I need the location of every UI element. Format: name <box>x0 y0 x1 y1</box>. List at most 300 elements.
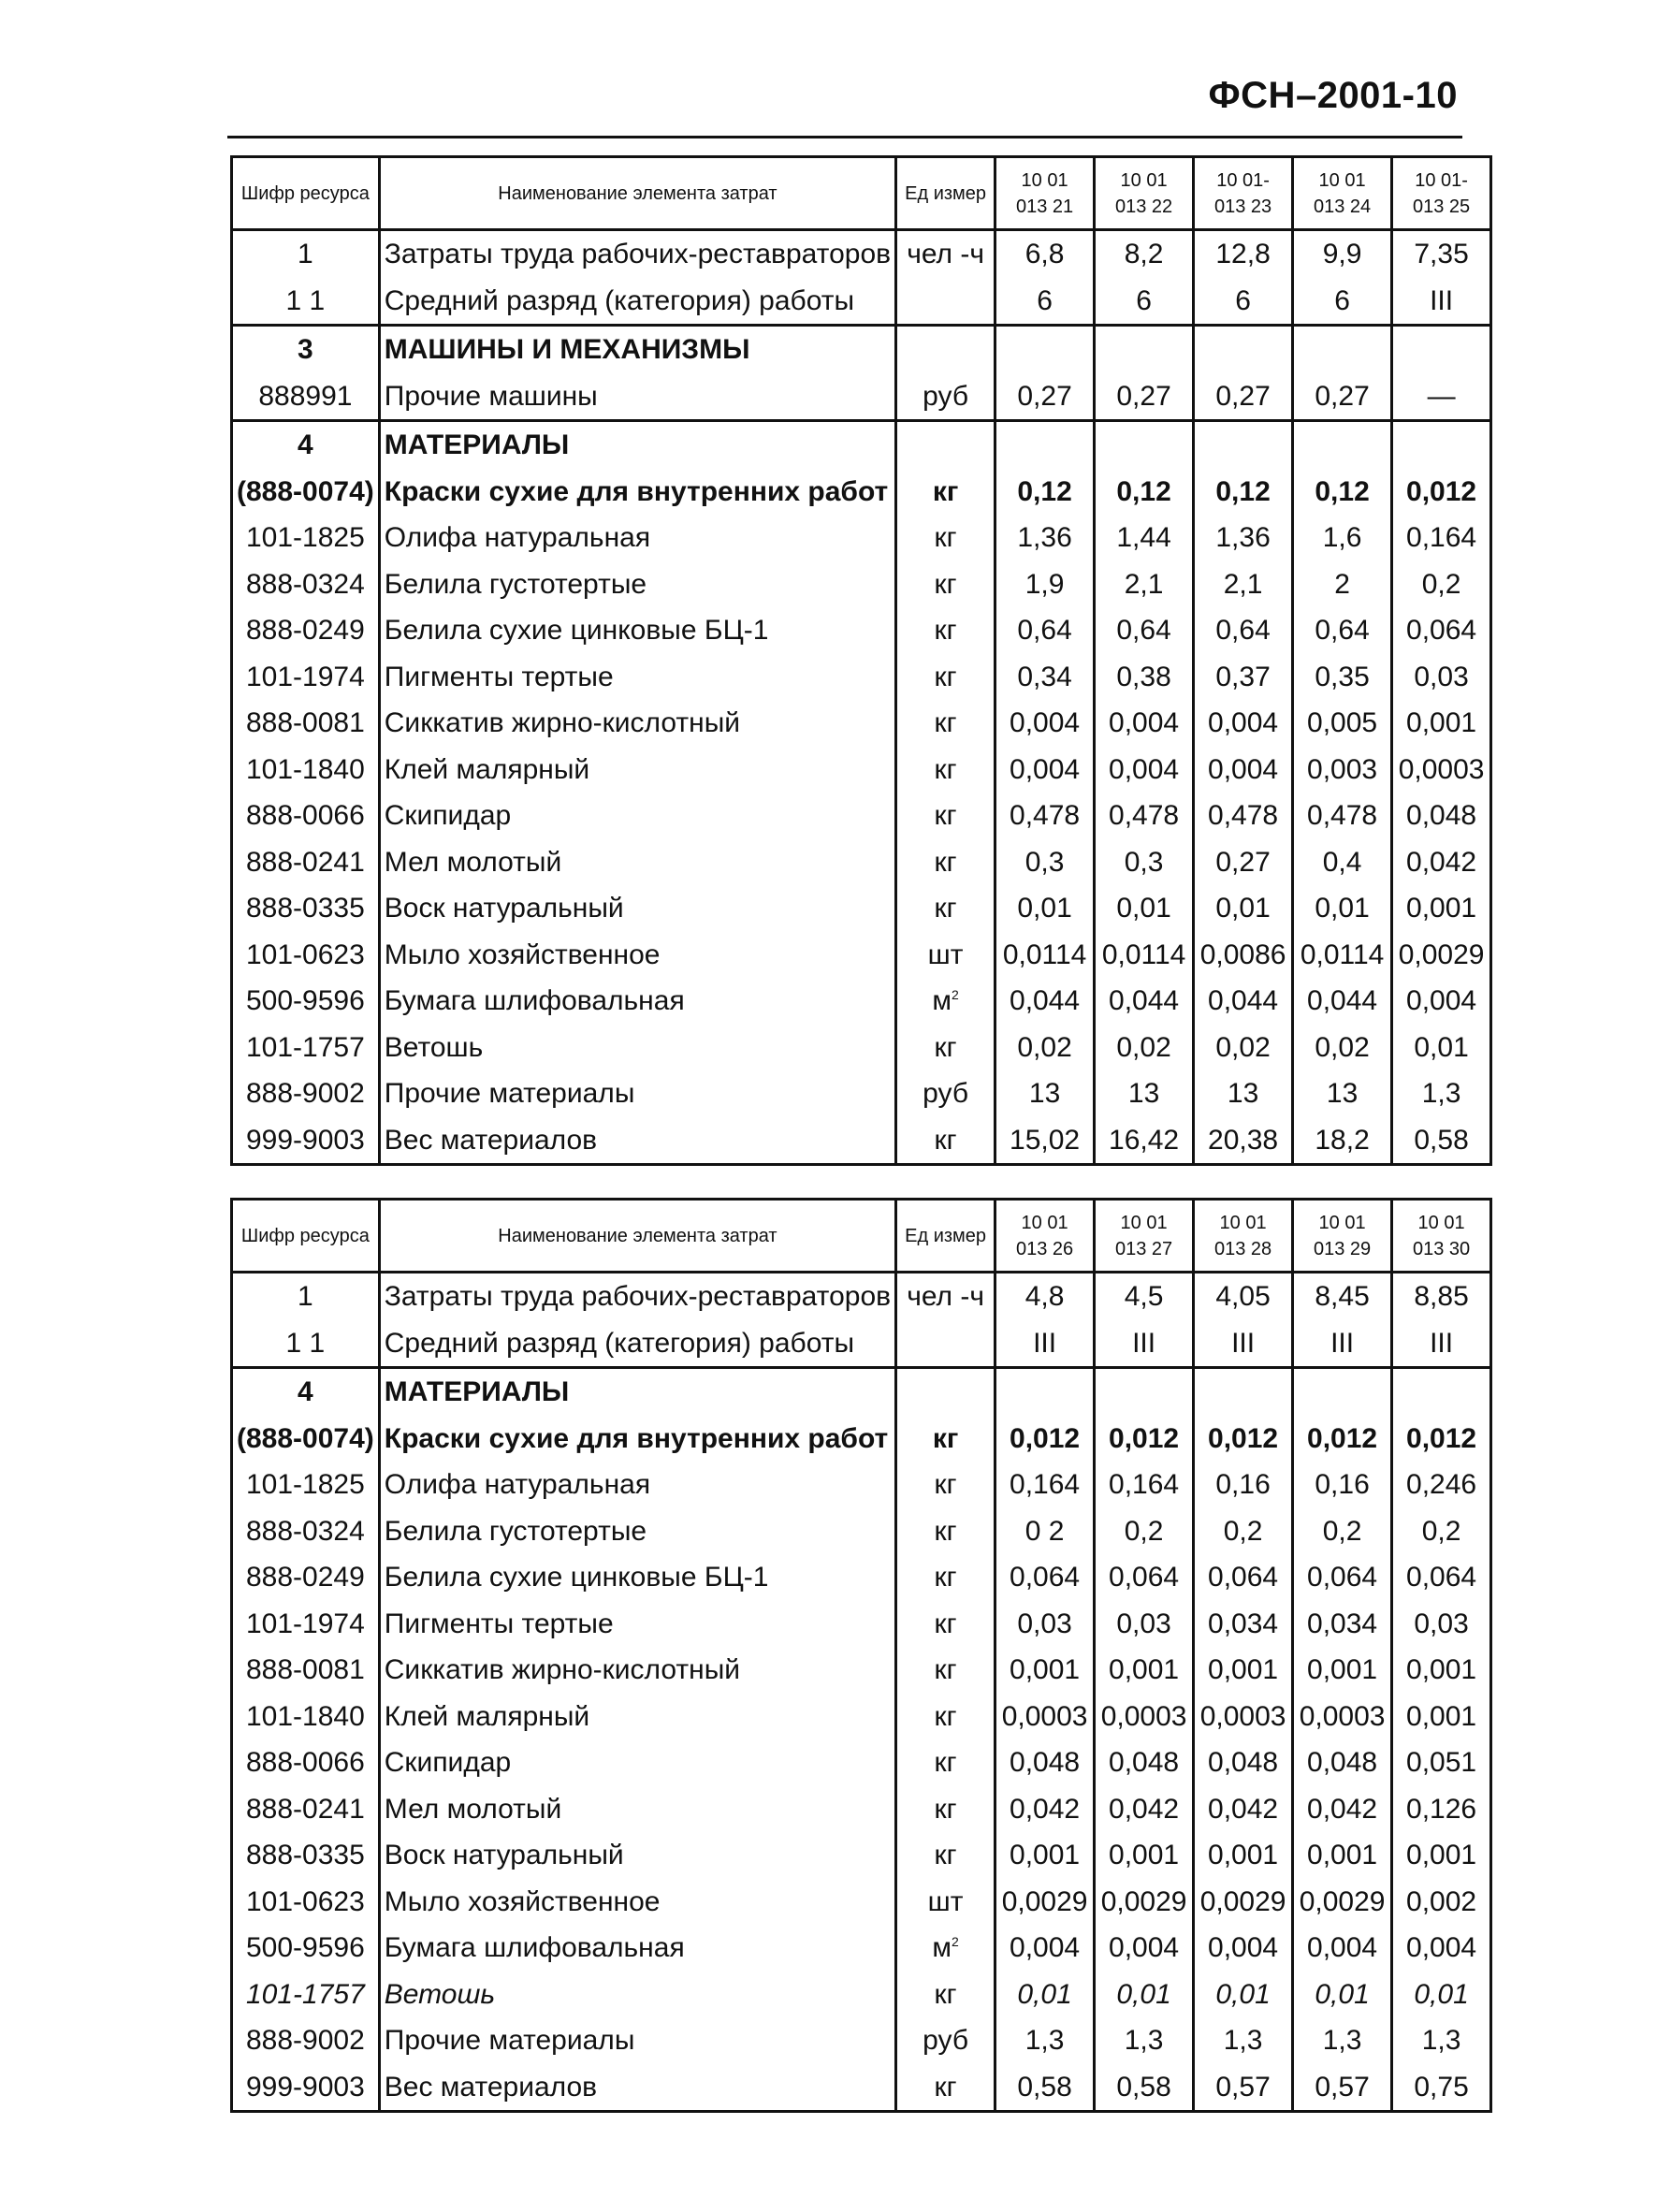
resource-code: 888-0324 <box>232 561 380 608</box>
cost-element-name: Воск натуральный <box>379 1832 895 1879</box>
cost-element-name: Сиккатив жирно-кислотный <box>379 700 895 747</box>
unit-cell <box>896 373 995 421</box>
norm-value: 0,12 <box>1095 469 1194 516</box>
resource-code: 888-0066 <box>232 1739 380 1786</box>
norm-code-line1: 10 01 <box>1021 169 1068 191</box>
table-row <box>232 1879 1491 1926</box>
table-row <box>232 1647 1491 1694</box>
norm-value: 0,2 <box>1293 1508 1392 1555</box>
norm-value: 0,012 <box>1293 1416 1392 1463</box>
norm-value: 0,12 <box>1293 469 1392 516</box>
norm-code-line2: 013 24 <box>1313 196 1372 217</box>
norm-value: 0,164 <box>995 1462 1095 1508</box>
norm-value: 13 <box>1194 1070 1293 1117</box>
norm-code-line2: 013 29 <box>1313 1238 1372 1259</box>
norm-value: 0,004 <box>995 700 1095 747</box>
norm-value: 0,2 <box>1095 1508 1194 1555</box>
top-rule <box>227 136 1462 138</box>
norm-value <box>1095 1368 1194 1416</box>
table-row <box>232 1070 1491 1117</box>
unit-cell <box>896 1273 995 1320</box>
norm-value: III <box>1392 1320 1491 1368</box>
cost-element-name: Прочие материалы <box>379 2017 895 2064</box>
norm-code-line1: 10 01 <box>1318 169 1366 191</box>
norm-value <box>1095 326 1194 373</box>
norm-value <box>1293 421 1392 469</box>
table-row <box>232 1786 1491 1833</box>
norm-value: 0,12 <box>995 469 1095 516</box>
unit-cell <box>896 2064 995 2112</box>
resource-code: 888-0241 <box>232 1786 380 1833</box>
document-code: ФСН–2001-10 <box>1208 75 1458 116</box>
unit-text: кг <box>934 707 957 738</box>
norm-value <box>1194 326 1293 373</box>
unit-text: кг <box>934 568 957 600</box>
norm-value: 0,38 <box>1095 654 1194 701</box>
cost-element-name: Белила густотертые <box>379 561 895 608</box>
resource-code: 101-1757 <box>232 1025 380 1071</box>
norm-value: 0,001 <box>1293 1647 1392 1694</box>
unit-cell <box>896 326 995 373</box>
norm-value: 0,4 <box>1293 839 1392 886</box>
unit-text: кг <box>934 753 957 785</box>
norm-value: 0,003 <box>1293 747 1392 793</box>
norm-value: 6 <box>1194 278 1293 326</box>
norm-code-line1: 10 01 <box>1219 1212 1267 1233</box>
norm-value: 0,164 <box>1095 1462 1194 1508</box>
table-row <box>232 2064 1491 2112</box>
header-norm-code <box>1095 1200 1194 1273</box>
resource-code: 101-1974 <box>232 1601 380 1648</box>
unit-cell <box>896 1972 995 2018</box>
norm-value: III <box>1095 1320 1194 1368</box>
table-row <box>232 654 1491 701</box>
norm-value: 0,004 <box>1293 1925 1392 1972</box>
norm-value: 6 <box>1293 278 1392 326</box>
cost-element-name: Средний разряд (категория) работы <box>379 1320 895 1368</box>
unit-cell <box>896 1879 995 1926</box>
norm-value: 0,044 <box>1095 978 1194 1025</box>
norm-value: 0,004 <box>1194 1925 1293 1972</box>
cost-element-name: Олифа натуральная <box>379 1462 895 1508</box>
unit-cell <box>896 1070 995 1117</box>
norm-value: 0,01 <box>1392 1972 1491 2018</box>
norm-value: 0,478 <box>1194 793 1293 839</box>
norm-value: 1,9 <box>995 561 1095 608</box>
norm-value: 0,64 <box>1095 607 1194 654</box>
norm-value: 0,034 <box>1194 1601 1293 1648</box>
norm-value: 0,064 <box>995 1554 1095 1601</box>
norm-code-line2: 013 23 <box>1213 196 1272 217</box>
table-row <box>232 1739 1491 1786</box>
table-row <box>232 1601 1491 1648</box>
norm-value: 0,004 <box>1095 747 1194 793</box>
unit-superscript: 2 <box>951 1934 959 1949</box>
header-norm-code <box>1293 1200 1392 1273</box>
unit-cell <box>896 700 995 747</box>
unit-cell <box>896 1416 995 1463</box>
norm-value: 0,58 <box>995 2064 1095 2112</box>
unit-cell <box>896 1117 995 1165</box>
norm-value: 0,27 <box>1095 373 1194 421</box>
cost-element-name: Краски сухие для внутренних работ <box>379 469 895 516</box>
resource-code: 888-0249 <box>232 607 380 654</box>
norm-code-line2: 013 21 <box>1015 196 1074 217</box>
cost-element-name: Белила сухие цинковые БЦ-1 <box>379 607 895 654</box>
norm-value: 1,3 <box>1095 2017 1194 2064</box>
norm-value: 7,35 <box>1392 230 1491 278</box>
norm-value: III <box>995 1320 1095 1368</box>
unit-text: кг <box>934 1124 957 1156</box>
cost-element-name: Вес материалов <box>379 1117 895 1165</box>
unit-cell <box>896 278 995 326</box>
unit-cell <box>896 793 995 839</box>
header-norm-code <box>1392 157 1491 230</box>
cost-element-name: Прочие машины <box>379 373 895 421</box>
norm-value: 4,8 <box>995 1273 1095 1320</box>
norm-value: 0,12 <box>1194 469 1293 516</box>
norm-value: 0,012 <box>1095 1416 1194 1463</box>
table-row <box>232 1694 1491 1740</box>
norm-value: 1,36 <box>1194 515 1293 561</box>
unit-text: кг <box>934 1469 957 1500</box>
norm-value: 0,064 <box>1392 607 1491 654</box>
resource-code: 888-0249 <box>232 1554 380 1601</box>
norm-value: 0,01 <box>1194 1972 1293 2018</box>
norm-value: 0,012 <box>995 1416 1095 1463</box>
cost-element-name: Затраты труда рабочих-реставраторов <box>379 230 895 278</box>
unit-text: кг <box>934 1562 957 1593</box>
header-norm-code <box>1095 157 1194 230</box>
norm-value: 2,1 <box>1095 561 1194 608</box>
resource-code: 888-0081 <box>232 1647 380 1694</box>
resource-code: (888-0074) <box>232 1416 380 1463</box>
unit-cell <box>896 1925 995 1972</box>
norm-value: 1,6 <box>1293 515 1392 561</box>
norm-value: 0,57 <box>1293 2064 1392 2112</box>
norm-value: 6 <box>1095 278 1194 326</box>
norm-value: 0,27 <box>1194 839 1293 886</box>
norm-value: 0,27 <box>1293 373 1392 421</box>
cost-element-name: Ветошь <box>379 1972 895 2018</box>
norm-table-2 <box>230 1198 1492 2113</box>
norm-value: 0,164 <box>1392 515 1491 561</box>
resource-code: 888-0081 <box>232 700 380 747</box>
norm-value: 0,01 <box>1293 885 1392 932</box>
table-row <box>232 1273 1491 1320</box>
norm-code-line1: 10 01 <box>1120 1212 1168 1233</box>
cost-element-name: Мел молотый <box>379 1786 895 1833</box>
unit-cell <box>896 978 995 1025</box>
norm-value: 0,03 <box>1392 1601 1491 1648</box>
unit-text: шт <box>927 1885 964 1917</box>
cost-element-name: Прочие материалы <box>379 1070 895 1117</box>
norm-value: 0,001 <box>1392 1832 1491 1879</box>
resource-code: 888-9002 <box>232 1070 380 1117</box>
norm-table-1 <box>230 155 1492 1166</box>
unit-text: м <box>932 1932 952 1963</box>
table-row <box>232 793 1491 839</box>
norm-value: 0,27 <box>995 373 1095 421</box>
norm-value: 0,001 <box>995 1647 1095 1694</box>
unit-text: руб <box>923 1078 969 1109</box>
resource-code: 999-9003 <box>232 1117 380 1165</box>
unit-cell <box>896 1601 995 1648</box>
unit-text: кг <box>934 1654 957 1685</box>
header-norm-code <box>1392 1200 1491 1273</box>
norm-value: 13 <box>1293 1070 1392 1117</box>
norm-value: 0,012 <box>1392 469 1491 516</box>
unit-cell <box>896 1508 995 1555</box>
unit-cell <box>896 654 995 701</box>
unit-cell <box>896 561 995 608</box>
norm-value: 0,004 <box>1095 1925 1194 1972</box>
norm-value <box>1095 421 1194 469</box>
resource-code: 888-0066 <box>232 793 380 839</box>
norm-value <box>1293 1368 1392 1416</box>
table-row <box>232 515 1491 561</box>
norm-value: 15,02 <box>995 1117 1095 1165</box>
unit-text: кг <box>934 522 957 553</box>
cost-element-name: Сиккатив жирно-кислотный <box>379 1647 895 1694</box>
norm-value: 0,2 <box>1392 561 1491 608</box>
cost-element-name: Скипидар <box>379 1739 895 1786</box>
norm-code-line2: 013 25 <box>1412 196 1471 217</box>
norm-value: 0,0029 <box>1095 1879 1194 1926</box>
norm-value: 0,478 <box>995 793 1095 839</box>
unit-cell <box>896 1368 995 1416</box>
cost-element-name: Бумага шлифовальная <box>379 1925 895 1972</box>
resource-code: 1 <box>232 230 380 278</box>
norm-value: 0,0003 <box>1293 1694 1392 1740</box>
norm-value: 0,01 <box>995 1972 1095 2018</box>
table-row <box>232 469 1491 516</box>
header-norm-code <box>1194 1200 1293 1273</box>
norm-value: 1,3 <box>1392 2017 1491 2064</box>
header-row <box>232 1200 1491 1273</box>
table-row <box>232 932 1491 979</box>
norm-value: 0,001 <box>995 1832 1095 1879</box>
norm-value: 0,64 <box>995 607 1095 654</box>
header-norm-code <box>995 157 1095 230</box>
unit-text: руб <box>923 2025 969 2056</box>
norm-value <box>995 1368 1095 1416</box>
norm-value: 0,75 <box>1392 2064 1491 2112</box>
resource-code: 101-0623 <box>232 932 380 979</box>
unit-cell <box>896 421 995 469</box>
header-norm-code <box>1293 157 1392 230</box>
norm-value: 0,34 <box>995 654 1095 701</box>
norm-value: 0,004 <box>1194 747 1293 793</box>
norm-value: 1,3 <box>1392 1070 1491 1117</box>
norm-value: 9,9 <box>1293 230 1392 278</box>
cost-element-name: Бумага шлифовальная <box>379 978 895 1025</box>
norm-value: 0,042 <box>1194 1786 1293 1833</box>
norm-value: 0,64 <box>1194 607 1293 654</box>
norm-value: 0,03 <box>1095 1601 1194 1648</box>
norm-value: 12,8 <box>1194 230 1293 278</box>
norm-value: 0,2 <box>1392 1508 1491 1555</box>
unit-text: шт <box>927 939 964 970</box>
norm-value: 0,042 <box>1293 1786 1392 1833</box>
resource-code: 101-1757 <box>232 1972 380 2018</box>
norm-value: 0,0003 <box>1392 747 1491 793</box>
unit-cell <box>896 607 995 654</box>
unit-cell <box>896 885 995 932</box>
unit-cell <box>896 1786 995 1833</box>
norm-value: 0,01 <box>1095 1972 1194 2018</box>
norm-value: 0,051 <box>1392 1739 1491 1786</box>
norm-value: 2 <box>1293 561 1392 608</box>
norm-value: 1,3 <box>995 2017 1095 2064</box>
norm-value: 0,0114 <box>1095 932 1194 979</box>
cost-element-name: Затраты труда рабочих-реставраторов <box>379 1273 895 1320</box>
norm-value: 0,02 <box>1293 1025 1392 1071</box>
cost-element-name: Ветошь <box>379 1025 895 1071</box>
unit-text: кг <box>934 2071 957 2103</box>
unit-cell <box>896 1462 995 1508</box>
norm-code-line2: 013 28 <box>1213 1238 1272 1259</box>
table-row <box>232 1508 1491 1555</box>
resource-code: 888991 <box>232 373 380 421</box>
norm-value: 0,004 <box>1392 1925 1491 1972</box>
norm-code-line2: 013 22 <box>1114 196 1173 217</box>
unit-cell <box>896 2017 995 2064</box>
table-row <box>232 747 1491 793</box>
norm-value: 0,064 <box>1293 1554 1392 1601</box>
unit-superscript: 2 <box>951 987 959 1002</box>
header-unit: Ед измер <box>896 1200 995 1273</box>
norm-value: III <box>1293 1320 1392 1368</box>
resource-code: 101-1840 <box>232 1694 380 1740</box>
table-row <box>232 700 1491 747</box>
norm-value: 0,3 <box>1095 839 1194 886</box>
norm-code-line1: 10 01 <box>1318 1212 1366 1233</box>
norm-value: 0,048 <box>1095 1739 1194 1786</box>
norm-value: 0,3 <box>995 839 1095 886</box>
resource-code: 101-1825 <box>232 1462 380 1508</box>
table-row <box>232 1320 1491 1368</box>
resource-code: 888-0335 <box>232 1832 380 1879</box>
norm-value: 0,0003 <box>1095 1694 1194 1740</box>
norm-value: 0,001 <box>1392 700 1491 747</box>
norm-value: 0,001 <box>1095 1647 1194 1694</box>
norm-value: 0,012 <box>1194 1416 1293 1463</box>
table-row <box>232 1925 1491 1972</box>
header-code: Шифр ресурса <box>232 157 380 230</box>
norm-value: 0 2 <box>995 1508 1095 1555</box>
cost-element-name: Мыло хозяйственное <box>379 932 895 979</box>
resource-code: 999-9003 <box>232 2064 380 2112</box>
norm-value: 0,001 <box>1392 885 1491 932</box>
norm-value: 0,034 <box>1293 1601 1392 1648</box>
unit-cell <box>896 747 995 793</box>
table-row <box>232 1416 1491 1463</box>
norm-value: 0,64 <box>1293 607 1392 654</box>
norm-value: 0,02 <box>1095 1025 1194 1071</box>
norm-value: 0,01 <box>1293 1972 1392 2018</box>
resource-code: 1 1 <box>232 278 380 326</box>
norm-value <box>1392 421 1491 469</box>
norm-value: 1,44 <box>1095 515 1194 561</box>
unit-text: кг <box>934 661 957 692</box>
unit-text: кг <box>932 1422 959 1454</box>
unit-text: кг <box>934 615 957 646</box>
unit-cell <box>896 230 995 278</box>
table-row <box>232 1368 1491 1416</box>
resource-code: (888-0074) <box>232 469 380 516</box>
norm-value: 0,37 <box>1194 654 1293 701</box>
cost-element-name: МАШИНЫ И МЕХАНИЗМЫ <box>379 326 895 373</box>
norm-value: 0,0114 <box>1293 932 1392 979</box>
norm-value: 0,044 <box>995 978 1095 1025</box>
norm-value: 0,0029 <box>1293 1879 1392 1926</box>
unit-text: чел -ч <box>907 1281 984 1312</box>
norm-value: 1,3 <box>1194 2017 1293 2064</box>
norm-value: 8,85 <box>1392 1273 1491 1320</box>
norm-value: 20,38 <box>1194 1117 1293 1165</box>
norm-value: 0,478 <box>1293 793 1392 839</box>
header-norm-code <box>995 1200 1095 1273</box>
norm-value: 0,01 <box>995 885 1095 932</box>
norm-value: 6 <box>995 278 1095 326</box>
norm-code-line1: 10 01 <box>1120 169 1168 191</box>
table-row <box>232 1832 1491 1879</box>
resource-code: 500-9596 <box>232 978 380 1025</box>
norm-value: 0,001 <box>1194 1647 1293 1694</box>
norm-value: 13 <box>995 1070 1095 1117</box>
cost-element-name: Воск натуральный <box>379 885 895 932</box>
norm-value: III <box>1392 278 1491 326</box>
norm-value: 0,58 <box>1095 2064 1194 2112</box>
norm-value: 0,048 <box>995 1739 1095 1786</box>
norm-value <box>995 326 1095 373</box>
unit-cell <box>896 1832 995 1879</box>
unit-text: кг <box>934 893 957 924</box>
resource-code: 500-9596 <box>232 1925 380 1972</box>
table-row <box>232 1972 1491 2018</box>
table-row <box>232 326 1491 373</box>
cost-element-name: Скипидар <box>379 793 895 839</box>
norm-value: 0,004 <box>995 747 1095 793</box>
unit-text: кг <box>932 475 959 507</box>
cost-element-name: Белила сухие цинковые БЦ-1 <box>379 1554 895 1601</box>
cost-element-name: Мыло хозяйственное <box>379 1879 895 1926</box>
norm-value: 6,8 <box>995 230 1095 278</box>
header-unit: Ед измер <box>896 157 995 230</box>
table-row <box>232 421 1491 469</box>
norm-value: 0,001 <box>1095 1832 1194 1879</box>
resource-code: 1 1 <box>232 1320 380 1368</box>
unit-text: руб <box>923 380 969 412</box>
unit-text: кг <box>934 1031 957 1063</box>
unit-text: чел -ч <box>907 239 984 269</box>
norm-value <box>995 421 1095 469</box>
norm-code-line2: 013 26 <box>1015 1238 1074 1259</box>
norm-value <box>1392 1368 1491 1416</box>
norm-value: 13 <box>1095 1070 1194 1117</box>
unit-cell <box>896 1025 995 1071</box>
norm-value: 0,0114 <box>995 932 1095 979</box>
table-row <box>232 278 1491 326</box>
resource-code: 888-0324 <box>232 1508 380 1555</box>
unit-text: кг <box>934 1608 957 1639</box>
table-row <box>232 978 1491 1025</box>
norm-value: 1,3 <box>1293 2017 1392 2064</box>
unit-cell <box>896 1694 995 1740</box>
header-row <box>232 157 1491 230</box>
resource-code: 888-0335 <box>232 885 380 932</box>
